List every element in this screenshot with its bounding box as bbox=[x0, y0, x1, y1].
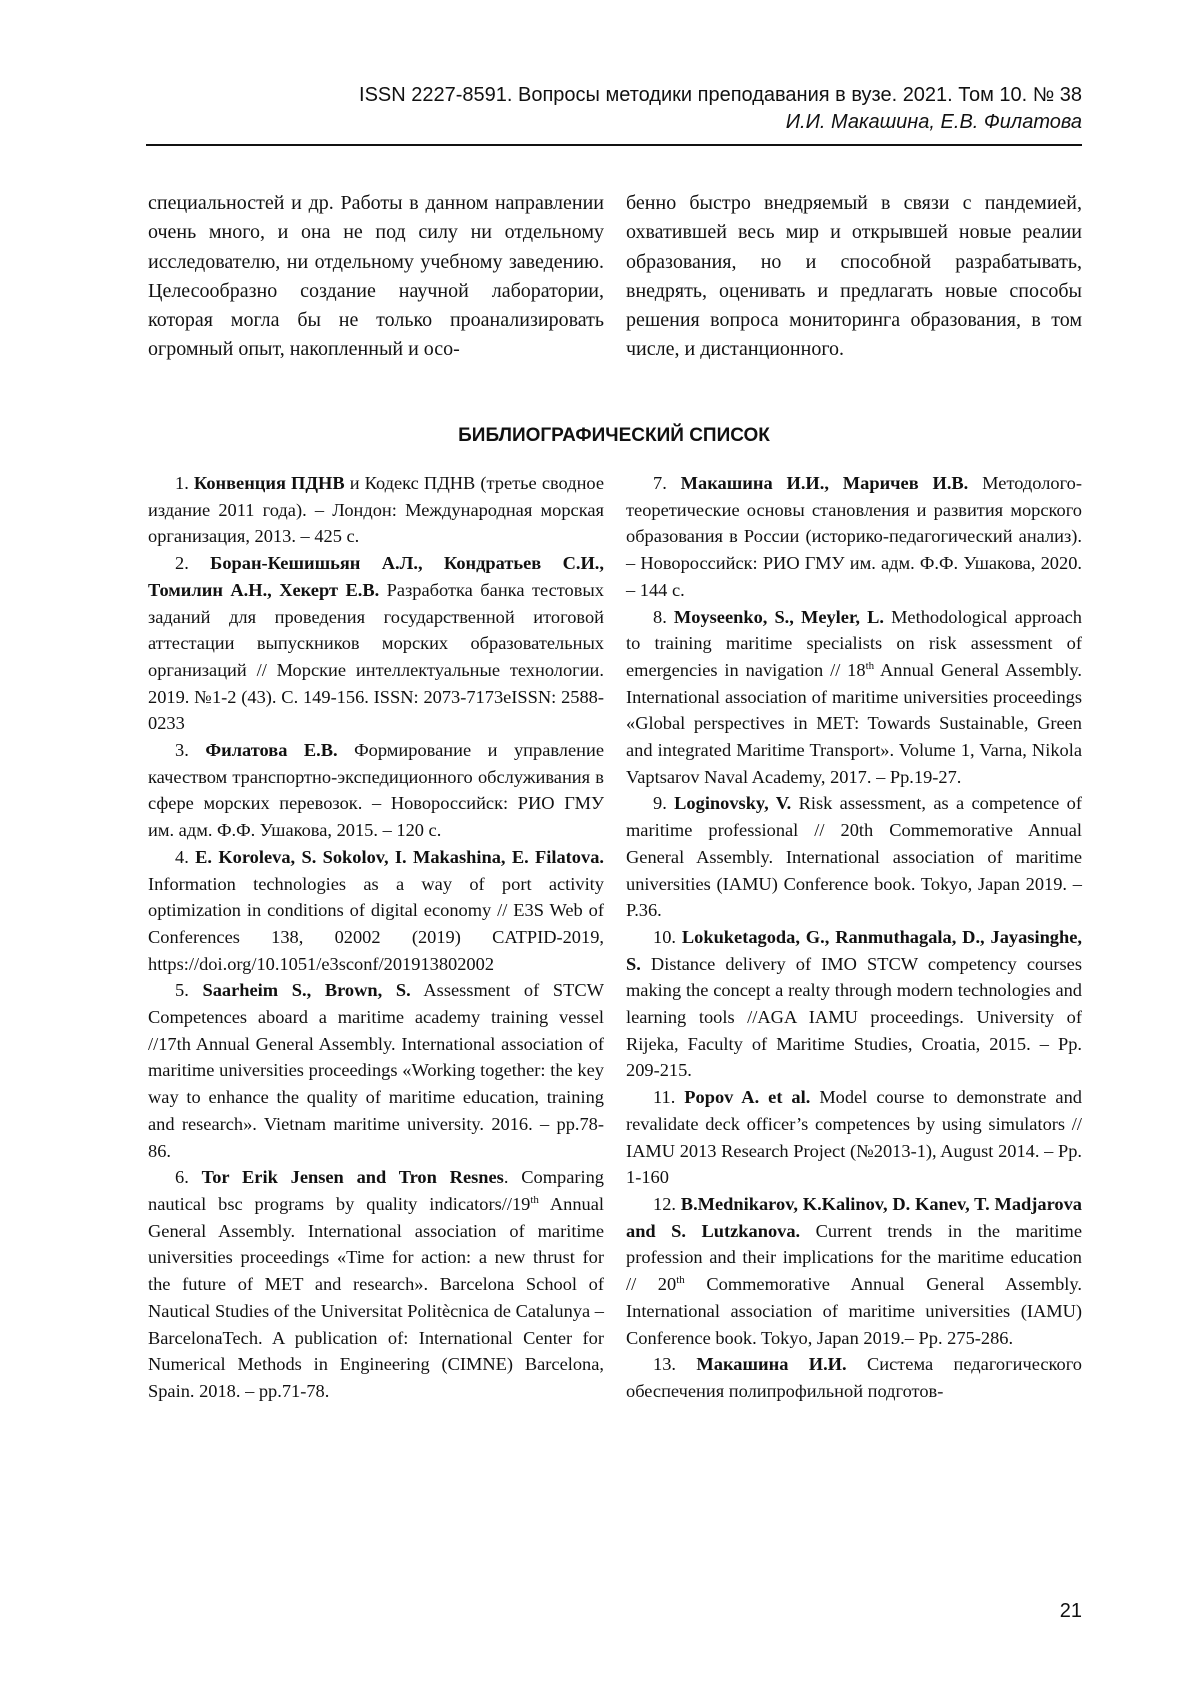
reference-10: 10. Lokuketagoda, G., Ranmuthagala, D., Jayasinghe, S. Distance delivery of IMO STCW competency courses making the concept a realty through modern technologies and learning tools //AGA IAMU proceedings. University of Rijeka, Faculty of Maritime Studies, Croatia, 2015. – Pp. 209-215. bbox=[626, 926, 1082, 1081]
page-number: 21 bbox=[1059, 1600, 1082, 1622]
journal-line: ISSN 2227-8591. Вопросы методики преподавания в вузе. 2021. Том 10. № 38 bbox=[359, 84, 1082, 106]
references-column-right bbox=[626, 470, 1082, 1405]
reference-9: 9. Loginovsky, V. Risk assessment, as a competence of maritime professional // 20th Commemorative Annual General Assembly. International association of maritime universities (IAMU) Conference book. Tokyo, Japan 2019. – P.36. bbox=[626, 793, 1082, 921]
reference-5: 5. Saarheim S., Brown, S. Assessment of STCW Competences aboard a maritime academy training vessel //17th Annual General Assembly. International association of maritime universities proceedings «Working together: the key way to enhance the quality of maritime education, training and research». Vietnam maritime university. 2016. – pp.78-86. bbox=[148, 980, 604, 1161]
reference-4: 4. E. Koroleva, S. Sokolov, I. Makashina, E. Filatova. Information technologies as a way of port activity optimization in conditions of digital economy // E3S Web of Conferences 138, 02002 (2019) CATPID-2019, https://doi.org/10.1051/e3sconf/201913802002 bbox=[148, 846, 604, 974]
reference-12: 12. B.Mednikarov, K.Kalinov, D. Kanev, T. Madjarova and S. Lutzkanova. Current trends in the maritime profession and their implications for the maritime education // 20th Commemorative Annual General Assembly. International association of maritime universities (IAMU) Conference book. Tokyo, Japan 2019.– Pp. 275-286. bbox=[626, 1193, 1082, 1348]
references-column-left bbox=[148, 470, 604, 1405]
reference-8: 8. Moyseenko, S., Meyler, L. Methodological approach to training maritime specialists on risk assessment of emergencies in navigation // 18th Annual General Assembly. International association of maritime universities proceedings «Global perspectives in MET: Towards Sustainable, Green and integrated Maritime Transport». Volume 1, Varna, Nikola Vaptsarov Naval Academy, 2017. – Pp.19-27. bbox=[626, 606, 1082, 787]
section-title: БИБЛИОГРАФИЧЕСКИЙ СПИСОК bbox=[458, 425, 770, 446]
body-paragraph-left: специальностей и др. Работы в данном направлении очень много, и она не под силу ни отдельному исследователю, ни отдельному учебному заведению. Целесообразно создание научной лаборатории, которая могла бы не только проанализировать огромный опыт, накопленный и осо- bbox=[148, 192, 604, 361]
body-column-left bbox=[148, 189, 604, 365]
reference-13: 13. Макашина И.И. Система педагогического обеспечения полипрофильной подготов- bbox=[626, 1354, 1082, 1401]
running-header bbox=[146, 82, 1082, 136]
reference-2: 2. Боран-Кешишьян А.Л., Кондратьев С.И., Томилин А.Н., Хекерт Е.В. Разработка банка тестовых заданий для проведения государственной итоговой аттестации выпускников морских образовательных организаций // Морские интеллектуальные технологии. 2019. №1-2 (43). С. 149-156. ISSN: 2073-7173eISSN: 2588-0233 bbox=[148, 553, 604, 734]
reference-3: 3. Филатова Е.В. Формирование и управление качеством транспортно-экспедиционного обслуживания в сфере морских перевозок. – Новороссийск: РИО ГМУ им. адм. Ф.Ф. Ушакова, 2015. – 120 с. bbox=[148, 740, 604, 841]
body-column-right bbox=[626, 189, 1082, 365]
reference-7: 7. Макашина И.И., Маричев И.В. Методолого-теоретические основы становления и развития морского образования в России (историко-педагогический анализ). – Новороссийск: РИО ГМУ им. адм. Ф.Ф. Ушакова, 2020. – 144 с. bbox=[626, 473, 1082, 600]
reference-11: 11. Popov A. et al. Model course to demonstrate and revalidate deck officer’s competences by using simulators // IAMU 2013 Research Project (№2013-1), August 2014. – Pp. 1-160 bbox=[626, 1087, 1082, 1188]
reference-6: 6. Tor Erik Jensen and Tron Resnes. Comparing nautical bsc programs by quality indicators//19th Annual General Assembly. International association of maritime universities proceedings «Time for action: a new thrust for the future of MET and research». Barcelona School of Nautical Studies of the Universitat Politècnica de Catalunya – BarcelonaTech. A publication of: International Center for Numerical Methods in Engineering (CIMNE) Barcelona, Spain. 2018. – pp.71-78. bbox=[148, 1167, 604, 1401]
authors-line: И.И. Макашина, Е.В. Филатова bbox=[785, 111, 1082, 133]
body-paragraph-right: бенно быстро внедряемый в связи с пандемией, охватившей весь мир и открывшей новые реалии образования, но и способной разрабатывать, внедрять, оценивать и предлагать новые способы решения вопроса мониторинга образования, в том числе, и дистанционного. bbox=[626, 192, 1082, 361]
reference-1: 1. Конвенция ПДНВ и Кодекс ПДНВ (третье сводное издание 2011 года). – Лондон: Международная морская организация, 2013. – 425 с. bbox=[148, 473, 604, 547]
header-rule bbox=[146, 144, 1082, 146]
